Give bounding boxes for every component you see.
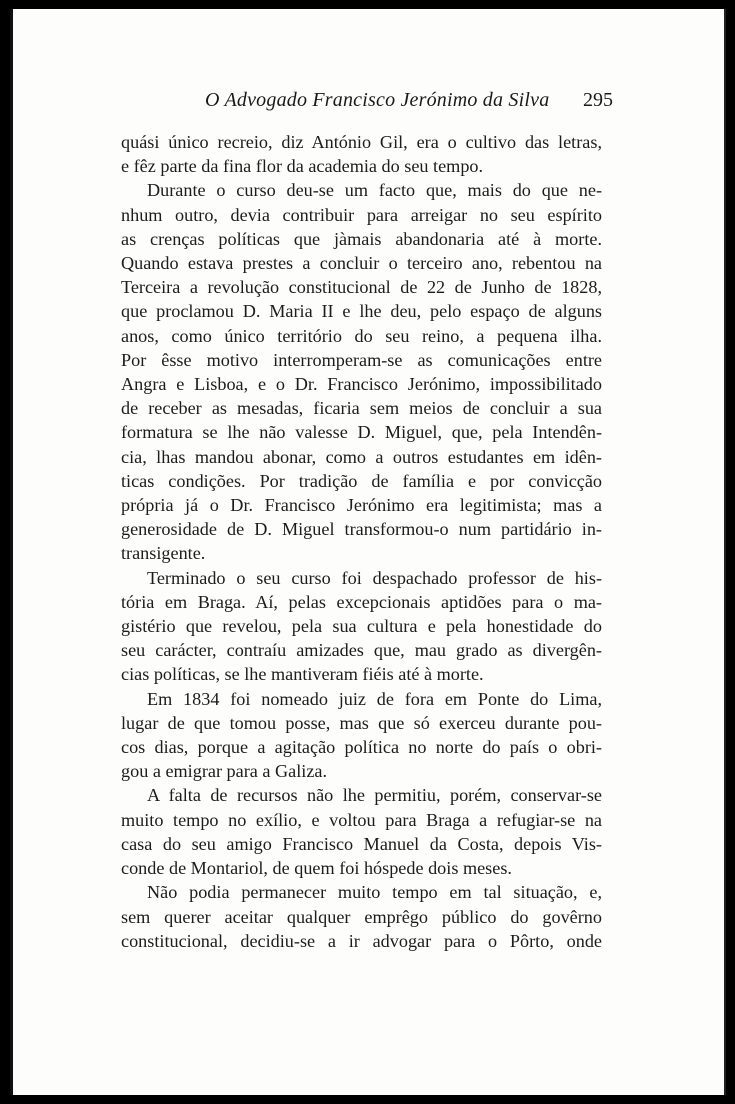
text-line: sem querer aceitar qualquer emprêgo público do govêrno: [121, 906, 602, 927]
page-number: 295: [583, 89, 613, 111]
book-page: [10, 9, 726, 1095]
text-line: constitucional, decidiu-se a ir advogar para o Pôrto, onde: [121, 930, 602, 951]
text-line: de receber as mesadas, ficaria sem meios de concluir a sua: [121, 398, 602, 419]
body-text: [121, 130, 602, 953]
text-line: seu carácter, contraíu amizades que, mau grado as divergên-: [121, 640, 602, 661]
text-line: gistério que revelou, pela sua cultura e pela honestidade do: [121, 616, 602, 637]
text-line: formatura se lhe não valesse D. Miguel, que, pela Intendên-: [121, 422, 602, 443]
paragraph-3: [121, 566, 602, 687]
text-line: cias políticas, se lhe mantiveram fiéis até à morte.: [121, 664, 484, 685]
text-line: cia, lhas mandou abonar, como a outros estudantes em idên-: [121, 446, 602, 467]
text-line: Terminado o seu curso foi despachado professor de his-: [147, 567, 602, 588]
text-line: cos dias, porque a agitação política no norte do país o obri-: [121, 737, 602, 758]
text-line: Não podia permanecer muito tempo em tal situação, e,: [147, 882, 602, 903]
text-line: A falta de recursos não lhe permitiu, porém, conservar-se: [147, 785, 602, 806]
text-line: que proclamou D. Maria II e lhe deu, pelo espaço de alguns: [121, 301, 602, 322]
text-line: Angra e Lisboa, e o Dr. Francisco Jerónimo, impossibilitado: [121, 374, 602, 395]
paragraph-5: [121, 783, 602, 880]
text-line: transigente.: [121, 543, 206, 564]
text-line: as crenças políticas que jàmais abandonaria até à morte.: [121, 228, 602, 249]
text-line: Durante o curso deu-se um facto que, mais do que ne-: [147, 180, 602, 201]
text-line: conde de Montariol, de quem foi hóspede dois meses.: [121, 858, 512, 879]
text-line: gou a emigrar para a Galiza.: [121, 761, 328, 782]
paragraph-1: [121, 130, 602, 178]
text-line: casa do seu amigo Francisco Manuel da Costa, depois Vis-: [121, 833, 602, 854]
text-line: quási único recreio, diz António Gil, era o cultivo das letras,: [121, 132, 602, 152]
running-title: O Advogado Francisco Jerónimo da Silva: [205, 89, 550, 111]
paragraph-6: [121, 880, 602, 953]
text-line: Em 1834 foi nomeado juiz de fora em Ponte do Lima,: [147, 688, 602, 709]
text-line: e fêz parte da fina flor da academia do seu tempo.: [121, 156, 484, 177]
text-line: generosidade de D. Miguel transformou-o num partidário in-: [121, 519, 602, 540]
text-line: muito tempo no exílio, e voltou para Braga a refugiar-se na: [121, 809, 602, 830]
text-line: Quando estava prestes a concluir o terceiro ano, rebentou na: [121, 253, 602, 274]
text-line: tória em Braga. Aí, pelas excepcionais aptidões para o ma-: [121, 591, 602, 612]
text-line: lugar de que tomou posse, mas que só exerceu durante pou-: [121, 712, 602, 733]
paragraph-2: [121, 178, 602, 565]
text-line: ticas condições. Por tradição de família e por convicção: [121, 470, 602, 491]
text-line: Por êsse motivo interromperam-se as comunicações entre: [121, 349, 602, 370]
paragraph-4: [121, 687, 602, 784]
text-line: anos, como único território do seu reino, a pequena ilha.: [121, 325, 602, 346]
text-line: nhum outro, devia contribuir para arreigar no seu espírito: [121, 204, 602, 225]
text-line: Terceira a revolução constitucional de 22 de Junho de 1828,: [121, 277, 602, 298]
page-header: [193, 89, 613, 117]
text-line: própria já o Dr. Francisco Jerónimo era legitimista; mas a: [121, 495, 602, 516]
